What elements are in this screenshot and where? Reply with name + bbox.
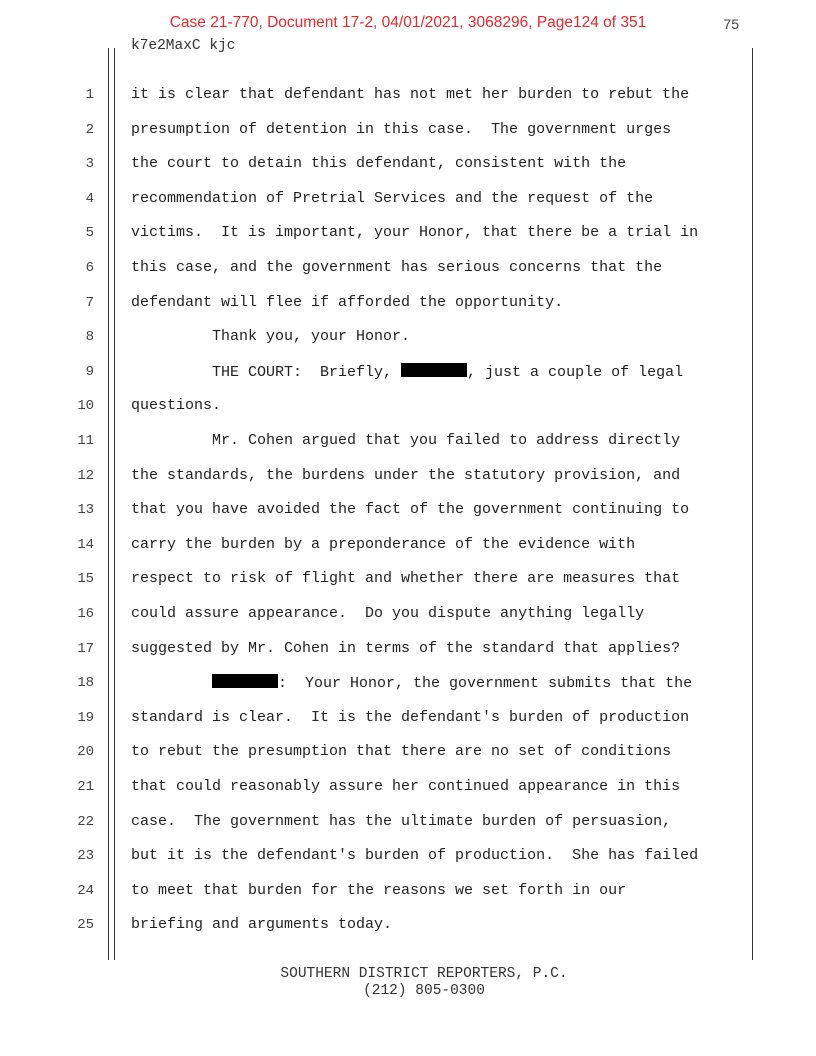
transcript-line bbox=[131, 847, 698, 864]
line-number: 14 bbox=[77, 536, 94, 553]
line-text-segment: victims. It is important, your Honor, that there be a trial in bbox=[131, 224, 699, 242]
margin-rule-right bbox=[752, 48, 753, 960]
transcript-line bbox=[131, 259, 662, 276]
transcript-line bbox=[131, 674, 692, 692]
transcript-line bbox=[131, 467, 680, 484]
case-header: Case 21-770, Document 17-2, 04/01/2021, 3068296, Page124 of 351 bbox=[169, 14, 647, 31]
line-text-segment: could assure appearance. Do you dispute anything legally bbox=[131, 605, 645, 622]
line-number: 2 bbox=[85, 121, 94, 138]
line-number: 9 bbox=[85, 363, 94, 380]
line-number: 10 bbox=[77, 398, 94, 415]
transcript-line bbox=[131, 709, 689, 726]
line-number: 8 bbox=[85, 329, 94, 346]
line-text-segment: the court to detain this defendant, consistent with the bbox=[131, 155, 627, 173]
line-number: 25 bbox=[77, 917, 94, 934]
line-number: 3 bbox=[85, 156, 94, 173]
transcript-line bbox=[131, 294, 563, 311]
document-code: k7e2MaxC kjc bbox=[131, 38, 236, 54]
transcript-line bbox=[131, 86, 689, 103]
line-text-segment: that you have avoided the fact of the government continuing to bbox=[131, 501, 690, 519]
line-text-segment: carry the burden by a preponderance of the evidence with bbox=[131, 535, 636, 553]
transcript-line bbox=[131, 190, 653, 207]
transcript-line bbox=[131, 432, 680, 449]
line-text-segment: to rebut the presumption that there are no set of conditions bbox=[131, 743, 672, 761]
line-number: 1 bbox=[85, 87, 94, 103]
transcript-line bbox=[131, 121, 671, 138]
transcript-line bbox=[131, 640, 680, 657]
line-number: 21 bbox=[77, 779, 94, 795]
margin-rule-left-inner bbox=[114, 48, 115, 960]
page-number: 75 bbox=[723, 16, 739, 32]
line-number: 19 bbox=[77, 709, 94, 726]
line-number: 6 bbox=[85, 260, 94, 276]
reporter-phone: (212) 805-0300 bbox=[363, 983, 485, 999]
line-text-segment: that could reasonably assure her continued appearance in this bbox=[131, 778, 681, 795]
transcript-line bbox=[131, 328, 410, 345]
transcript-line bbox=[131, 570, 680, 587]
transcript-line bbox=[131, 155, 626, 172]
line-text-segment: defendant will flee if afforded the opportunity. bbox=[131, 293, 564, 311]
line-text-segment: case. The government has the ultimate burden of persuasion, bbox=[131, 812, 672, 830]
line-number: 20 bbox=[77, 744, 94, 761]
line-text-segment: recommendation of Pretrial Services and the request of the bbox=[131, 189, 654, 207]
transcript-line bbox=[131, 536, 635, 553]
line-text-segment: but it is the defendant's burden of production. She has failed bbox=[131, 847, 699, 865]
redaction-block bbox=[212, 674, 278, 688]
transcript-line bbox=[131, 224, 698, 241]
line-text-segment: standard is clear. It is the defendant's burden of production bbox=[131, 708, 690, 726]
transcript-line bbox=[131, 882, 626, 899]
reporter-name: SOUTHERN DISTRICT REPORTERS, P.C. bbox=[280, 966, 568, 982]
line-number: 23 bbox=[77, 848, 94, 865]
transcript-line bbox=[131, 605, 644, 622]
transcript-line bbox=[131, 397, 221, 414]
redaction-block bbox=[401, 363, 467, 377]
transcript-line bbox=[131, 743, 671, 760]
line-text-segment: Thank you, your Honor. bbox=[131, 328, 411, 346]
line-number: 12 bbox=[77, 467, 94, 484]
page-footer bbox=[0, 966, 816, 1000]
line-text-segment: : Your Honor, the government submits that the bbox=[278, 675, 693, 693]
line-number: 11 bbox=[77, 433, 94, 449]
line-text-segment: questions. bbox=[131, 397, 222, 415]
transcript-line bbox=[131, 363, 683, 381]
line-number: 13 bbox=[77, 502, 94, 519]
line-number: 7 bbox=[85, 294, 94, 311]
line-number: 16 bbox=[77, 606, 94, 622]
line-text-segment: to meet that burden for the reasons we set forth in our bbox=[131, 881, 627, 899]
line-number: 4 bbox=[85, 190, 94, 207]
transcript-line bbox=[131, 501, 689, 518]
line-text-segment: THE COURT: Briefly, bbox=[131, 363, 402, 381]
line-text-segment: the standards, the burdens under the statutory provision, and bbox=[131, 466, 681, 484]
line-text-segment: Mr. Cohen argued that you failed to address directly bbox=[131, 432, 681, 449]
line-text-segment bbox=[131, 675, 212, 692]
line-text-segment: , just a couple of legal bbox=[467, 363, 684, 381]
line-text-segment: suggested by Mr. Cohen in terms of the standard that applies? bbox=[131, 639, 681, 657]
margin-rule-left-outer bbox=[108, 48, 109, 960]
line-number: 18 bbox=[77, 675, 94, 692]
transcript-line bbox=[131, 916, 392, 933]
transcript-line bbox=[131, 778, 680, 795]
line-number: 24 bbox=[77, 882, 94, 899]
line-number: 15 bbox=[77, 571, 94, 588]
line-text-segment: respect to risk of flight and whether there are measures that bbox=[131, 570, 681, 588]
line-text-segment: briefing and arguments today. bbox=[131, 916, 393, 934]
line-number: 22 bbox=[77, 813, 94, 830]
line-text-segment: this case, and the government has serious concerns that the bbox=[131, 259, 663, 276]
transcript-line bbox=[131, 813, 671, 830]
line-number: 5 bbox=[85, 225, 94, 242]
line-number: 17 bbox=[77, 640, 94, 657]
line-text-segment: it is clear that defendant has not met her burden to rebut the bbox=[131, 86, 690, 103]
line-text-segment: presumption of detention in this case. The government urges bbox=[131, 120, 672, 138]
